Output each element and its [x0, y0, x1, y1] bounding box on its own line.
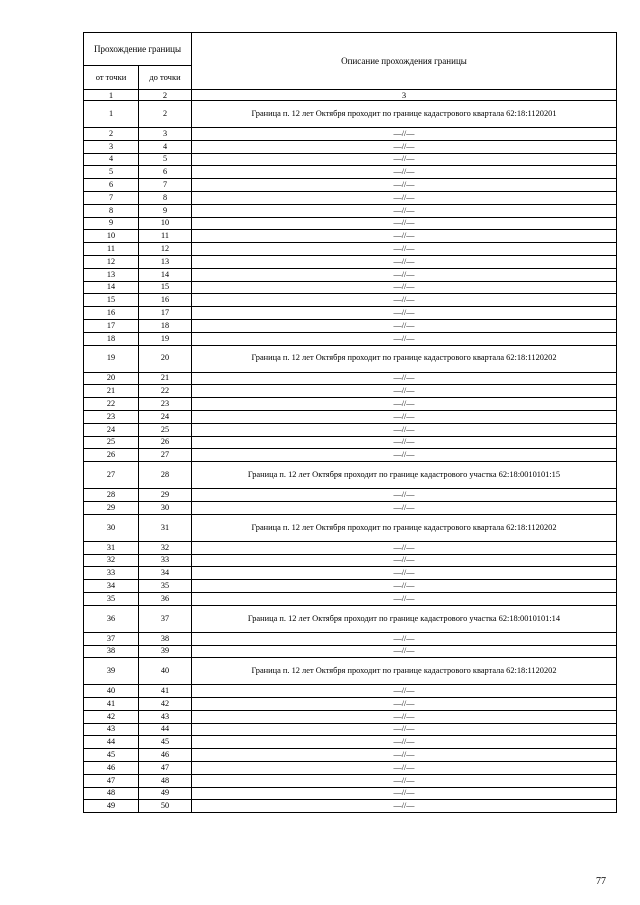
table-row: [84, 762, 617, 775]
table-row: [84, 580, 617, 593]
table-row: [84, 255, 617, 268]
from-point-cell: 2: [84, 128, 139, 141]
description-cell: —//—: [192, 449, 617, 462]
from-point-cell: 41: [84, 698, 139, 711]
to-point-cell: 27: [139, 449, 192, 462]
table-row: [84, 736, 617, 749]
to-point-cell: 34: [139, 567, 192, 580]
description-cell: —//—: [192, 204, 617, 217]
description-cell: —//—: [192, 179, 617, 192]
from-point-cell: 18: [84, 332, 139, 345]
description-cell: —//—: [192, 268, 617, 281]
header-boundary-passage: Прохождение границы: [84, 33, 192, 66]
to-point-cell: 21: [139, 372, 192, 385]
from-point-cell: 3: [84, 140, 139, 153]
from-point-cell: 29: [84, 501, 139, 514]
description-cell: —//—: [192, 580, 617, 593]
to-point-cell: 19: [139, 332, 192, 345]
to-point-cell: 29: [139, 489, 192, 502]
from-point-cell: 39: [84, 658, 139, 685]
table-row: [84, 605, 617, 632]
table-row: [84, 749, 617, 762]
from-point-cell: 7: [84, 191, 139, 204]
column-number: 1: [84, 90, 139, 101]
description-cell: —//—: [192, 281, 617, 294]
description-cell: —//—: [192, 385, 617, 398]
from-point-cell: 24: [84, 423, 139, 436]
to-point-cell: 6: [139, 166, 192, 179]
table-row: [84, 632, 617, 645]
from-point-cell: 43: [84, 723, 139, 736]
from-point-cell: 30: [84, 514, 139, 541]
table-row: [84, 645, 617, 658]
to-point-cell: 47: [139, 762, 192, 775]
description-cell: —//—: [192, 749, 617, 762]
description-cell: —//—: [192, 645, 617, 658]
table-row: [84, 436, 617, 449]
description-cell: —//—: [192, 489, 617, 502]
to-point-cell: 17: [139, 307, 192, 320]
from-point-cell: 36: [84, 605, 139, 632]
from-point-cell: 19: [84, 345, 139, 372]
table-row: [84, 462, 617, 489]
to-point-cell: 46: [139, 749, 192, 762]
description-cell: —//—: [192, 166, 617, 179]
to-point-cell: 15: [139, 281, 192, 294]
table-row: [84, 345, 617, 372]
description-cell: —//—: [192, 319, 617, 332]
description-cell: —//—: [192, 372, 617, 385]
to-point-cell: 5: [139, 153, 192, 166]
description-cell: Граница п. 12 лет Октября проходит по границе кадастрового квартала 62:18:1120201: [192, 101, 617, 128]
table-row: [84, 101, 617, 128]
from-point-cell: 4: [84, 153, 139, 166]
table-row: [84, 449, 617, 462]
description-cell: —//—: [192, 307, 617, 320]
from-point-cell: 45: [84, 749, 139, 762]
to-point-cell: 22: [139, 385, 192, 398]
from-point-cell: 27: [84, 462, 139, 489]
from-point-cell: 12: [84, 255, 139, 268]
table-row: [84, 423, 617, 436]
description-cell: —//—: [192, 554, 617, 567]
description-cell: —//—: [192, 592, 617, 605]
from-point-cell: 46: [84, 762, 139, 775]
table-row: [84, 332, 617, 345]
description-cell: —//—: [192, 762, 617, 775]
table-row: [84, 541, 617, 554]
from-point-cell: 44: [84, 736, 139, 749]
description-cell: —//—: [192, 501, 617, 514]
from-point-cell: 48: [84, 787, 139, 800]
table-row: [84, 698, 617, 711]
to-point-cell: 3: [139, 128, 192, 141]
description-cell: —//—: [192, 800, 617, 813]
header-description: Описание прохождения границы: [192, 33, 617, 90]
from-point-cell: 6: [84, 179, 139, 192]
column-number-row: [84, 90, 617, 101]
column-number: 2: [139, 90, 192, 101]
from-point-cell: 22: [84, 398, 139, 411]
description-cell: —//—: [192, 723, 617, 736]
from-point-cell: 37: [84, 632, 139, 645]
description-cell: —//—: [192, 217, 617, 230]
from-point-cell: 20: [84, 372, 139, 385]
from-point-cell: 13: [84, 268, 139, 281]
table-row: [84, 191, 617, 204]
description-cell: Граница п. 12 лет Октября проходит по границе кадастрового участка 62:18:0010101:14: [192, 605, 617, 632]
from-point-cell: 28: [84, 489, 139, 502]
description-cell: —//—: [192, 410, 617, 423]
to-point-cell: 16: [139, 294, 192, 307]
description-cell: —//—: [192, 710, 617, 723]
table-header: [84, 33, 617, 101]
from-point-cell: 31: [84, 541, 139, 554]
table-row: [84, 592, 617, 605]
table-row: [84, 410, 617, 423]
from-point-cell: 25: [84, 436, 139, 449]
from-point-cell: 47: [84, 774, 139, 787]
to-point-cell: 26: [139, 436, 192, 449]
to-point-cell: 38: [139, 632, 192, 645]
to-point-cell: 9: [139, 204, 192, 217]
description-cell: —//—: [192, 698, 617, 711]
to-point-cell: 37: [139, 605, 192, 632]
from-point-cell: 9: [84, 217, 139, 230]
column-number: 3: [192, 90, 617, 101]
to-point-cell: 45: [139, 736, 192, 749]
to-point-cell: 33: [139, 554, 192, 567]
table-row: [84, 567, 617, 580]
table-row: [84, 307, 617, 320]
description-cell: Граница п. 12 лет Октября проходит по границе кадастрового квартала 62:18:1120202: [192, 345, 617, 372]
table-row: [84, 153, 617, 166]
from-point-cell: 8: [84, 204, 139, 217]
from-point-cell: 5: [84, 166, 139, 179]
to-point-cell: 28: [139, 462, 192, 489]
description-cell: —//—: [192, 436, 617, 449]
table-row: [84, 204, 617, 217]
from-point-cell: 26: [84, 449, 139, 462]
from-point-cell: 33: [84, 567, 139, 580]
description-cell: —//—: [192, 774, 617, 787]
from-point-cell: 40: [84, 685, 139, 698]
from-point-cell: 32: [84, 554, 139, 567]
to-point-cell: 23: [139, 398, 192, 411]
from-point-cell: 17: [84, 319, 139, 332]
description-cell: —//—: [192, 541, 617, 554]
table-row: [84, 710, 617, 723]
description-cell: —//—: [192, 128, 617, 141]
description-cell: Граница п. 12 лет Октября проходит по границе кадастрового квартала 62:18:1120202: [192, 658, 617, 685]
description-cell: —//—: [192, 255, 617, 268]
to-point-cell: 12: [139, 243, 192, 256]
to-point-cell: 18: [139, 319, 192, 332]
description-cell: —//—: [192, 685, 617, 698]
to-point-cell: 4: [139, 140, 192, 153]
table-row: [84, 268, 617, 281]
description-cell: —//—: [192, 736, 617, 749]
table-row: [84, 800, 617, 813]
table-row: [84, 398, 617, 411]
table-row: [84, 140, 617, 153]
description-cell: —//—: [192, 243, 617, 256]
description-cell: —//—: [192, 230, 617, 243]
from-point-cell: 16: [84, 307, 139, 320]
from-point-cell: 34: [84, 580, 139, 593]
from-point-cell: 10: [84, 230, 139, 243]
to-point-cell: 40: [139, 658, 192, 685]
description-cell: —//—: [192, 423, 617, 436]
to-point-cell: 10: [139, 217, 192, 230]
description-cell: —//—: [192, 567, 617, 580]
from-point-cell: 35: [84, 592, 139, 605]
to-point-cell: 14: [139, 268, 192, 281]
description-cell: —//—: [192, 632, 617, 645]
from-point-cell: 21: [84, 385, 139, 398]
table-row: [84, 217, 617, 230]
table-row: [84, 372, 617, 385]
table-row: [84, 128, 617, 141]
to-point-cell: 8: [139, 191, 192, 204]
description-cell: —//—: [192, 294, 617, 307]
to-point-cell: 30: [139, 501, 192, 514]
table-row: [84, 385, 617, 398]
table-body: [84, 101, 617, 813]
description-cell: —//—: [192, 787, 617, 800]
from-point-cell: 14: [84, 281, 139, 294]
to-point-cell: 20: [139, 345, 192, 372]
to-point-cell: 48: [139, 774, 192, 787]
from-point-cell: 49: [84, 800, 139, 813]
to-point-cell: 50: [139, 800, 192, 813]
header-to-point: до точки: [139, 66, 192, 90]
to-point-cell: 39: [139, 645, 192, 658]
from-point-cell: 11: [84, 243, 139, 256]
table-row: [84, 179, 617, 192]
description-cell: Граница п. 12 лет Октября проходит по границе кадастрового квартала 62:18:1120202: [192, 514, 617, 541]
to-point-cell: 43: [139, 710, 192, 723]
table-row: [84, 319, 617, 332]
from-point-cell: 42: [84, 710, 139, 723]
table-row: [84, 501, 617, 514]
description-cell: —//—: [192, 140, 617, 153]
to-point-cell: 49: [139, 787, 192, 800]
to-point-cell: 7: [139, 179, 192, 192]
table-row: [84, 787, 617, 800]
table-row: [84, 489, 617, 502]
table-row: [84, 514, 617, 541]
table-row: [84, 281, 617, 294]
description-cell: —//—: [192, 191, 617, 204]
to-point-cell: 11: [139, 230, 192, 243]
table-row: [84, 166, 617, 179]
from-point-cell: 23: [84, 410, 139, 423]
to-point-cell: 24: [139, 410, 192, 423]
page-number: 77: [596, 876, 606, 887]
to-point-cell: 35: [139, 580, 192, 593]
from-point-cell: 1: [84, 101, 139, 128]
to-point-cell: 32: [139, 541, 192, 554]
description-cell: Граница п. 12 лет Октября проходит по границе кадастрового участка 62:18:0010101:15: [192, 462, 617, 489]
description-cell: —//—: [192, 153, 617, 166]
to-point-cell: 36: [139, 592, 192, 605]
to-point-cell: 2: [139, 101, 192, 128]
from-point-cell: 38: [84, 645, 139, 658]
table-row: [84, 230, 617, 243]
table-row: [84, 774, 617, 787]
description-cell: —//—: [192, 398, 617, 411]
to-point-cell: 44: [139, 723, 192, 736]
table-row: [84, 685, 617, 698]
to-point-cell: 13: [139, 255, 192, 268]
table-row: [84, 294, 617, 307]
table-row: [84, 554, 617, 567]
to-point-cell: 25: [139, 423, 192, 436]
to-point-cell: 42: [139, 698, 192, 711]
header-from-point: от точки: [84, 66, 139, 90]
boundary-table: [83, 32, 617, 813]
to-point-cell: 41: [139, 685, 192, 698]
to-point-cell: 31: [139, 514, 192, 541]
description-cell: —//—: [192, 332, 617, 345]
table-row: [84, 658, 617, 685]
from-point-cell: 15: [84, 294, 139, 307]
table-row: [84, 723, 617, 736]
table-row: [84, 243, 617, 256]
